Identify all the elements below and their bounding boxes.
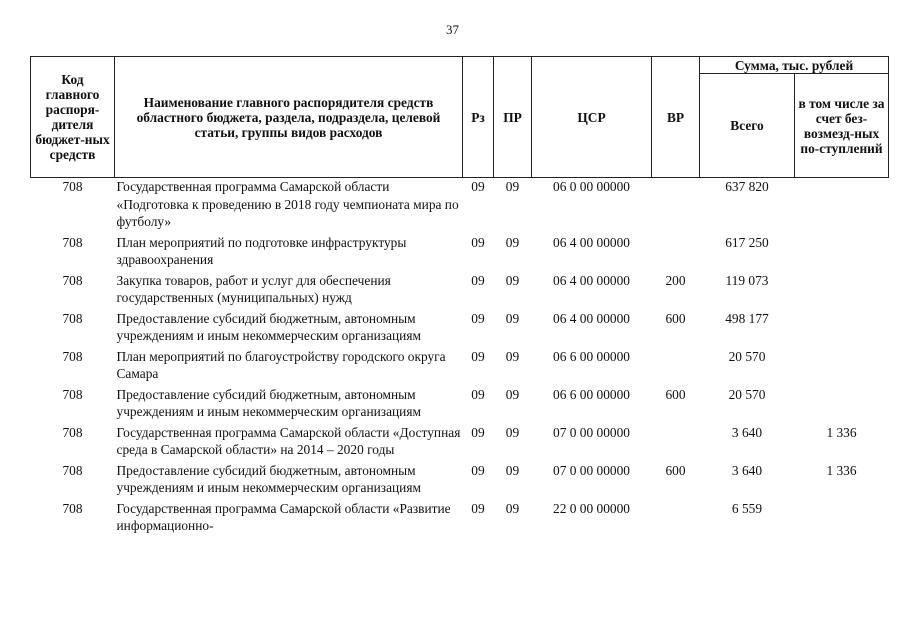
cell-vr [652,178,700,234]
cell-grants [795,272,889,310]
cell-rz: 09 [471,462,485,478]
table-row [31,234,889,272]
cell-name: Государственная программа Самарской области «Развитие информационно- [116,500,451,533]
cell-name: План мероприятий по благоустройству городского округа Самара [116,348,446,381]
cell-grants [795,234,889,272]
cell-csr: 06 6 00 00000 [553,386,630,402]
cell-pr: 09 [505,424,520,440]
cell-code: 708 [62,234,83,250]
cell-total: 119 073 [725,272,769,288]
cell-name: Закупка товаров, работ и услуг для обеспечения государственных (муниципальных) нужд [116,272,391,305]
cell-total: 3 640 [731,424,763,440]
cell-pr: 09 [505,348,520,364]
cell-grants [795,310,889,348]
cell-code: 708 [62,386,83,402]
table-row [31,272,889,310]
table-row [31,178,889,234]
cell-grants [795,386,889,424]
table-row [31,500,889,538]
cell-total: 20 570 [728,386,766,402]
cell-code: 708 [62,179,83,194]
header-csr: ЦСР [532,57,652,178]
cell-csr: 06 4 00 00000 [553,272,630,288]
cell-rz: 09 [471,348,485,364]
cell-grants: 1 336 [826,462,857,478]
cell-code: 708 [62,310,83,326]
cell-pr: 09 [505,310,520,326]
cell-rz: 09 [471,500,485,516]
cell-rz: 09 [471,310,485,326]
cell-vr: 600 [665,386,686,402]
cell-total: 617 250 [725,234,769,250]
cell-total: 6 559 [731,500,763,516]
table-row [31,348,889,386]
cell-total: 637 820 [725,179,769,194]
header-rz: Рз [463,57,494,178]
cell-rz: 09 [471,424,485,440]
header-code: Код главного распоря-дителя бюджет-ных средств [31,57,115,178]
table-header [31,57,889,178]
cell-pr: 09 [505,234,520,250]
table-row [31,424,889,462]
cell-name: Предоставление субсидий бюджетным, автономным учреждениям и иным некоммерческим организациям [116,310,421,343]
cell-vr [652,500,700,538]
cell-pr: 09 [505,462,520,478]
cell-csr: 06 4 00 00000 [553,234,630,250]
cell-code: 708 [62,462,83,478]
cell-total: 498 177 [725,310,769,326]
cell-vr [652,234,700,272]
cell-name: Предоставление субсидий бюджетным, автономным учреждениям и иным некоммерческим организациям [116,462,421,495]
cell-csr: 07 0 00 00000 [553,462,630,478]
cell-code: 708 [62,272,83,288]
header-vr: ВР [652,57,700,178]
header-name: Наименование главного распорядителя средств областного бюджета, раздела, подраздела, целевой статьи, группы видов расходов [115,57,463,178]
cell-vr [652,348,700,386]
cell-csr: 22 0 00 00000 [553,500,630,516]
cell-vr: 200 [665,272,686,288]
cell-vr: 600 [665,462,686,478]
cell-name: Государственная программа Самарской области «Подготовка к проведению в 2018 году чемпионата мира по футболу» [116,179,459,229]
cell-pr: 09 [505,500,520,516]
header-sum-title: Сумма, тыс. рублей [700,57,889,74]
cell-grants [795,178,889,234]
header-grants: в том числе за счет без-возмезд-ных по-ступлений [795,74,889,178]
cell-csr: 06 0 00 00000 [553,179,630,194]
cell-pr: 09 [505,386,520,402]
cell-rz: 09 [471,234,485,250]
cell-name: План мероприятий по подготовке инфраструктуры здравоохранения [116,234,407,267]
table-row [31,462,889,500]
cell-rz: 09 [471,179,485,194]
cell-vr: 600 [665,310,686,326]
cell-rz: 09 [471,272,485,288]
header-pr: ПР [494,57,532,178]
cell-csr: 07 0 00 00000 [553,424,630,440]
cell-grants [795,500,889,538]
cell-name: Государственная программа Самарской области «Доступная среда в Самарской области» на 2014 – 2020 годы [116,424,461,457]
cell-code: 708 [62,424,83,440]
table-body [31,178,889,538]
table-row [31,386,889,424]
cell-rz: 09 [471,386,485,402]
cell-total: 3 640 [731,462,763,478]
page-number: 37 [446,22,459,37]
cell-csr: 06 4 00 00000 [553,310,630,326]
header-total: Всего [700,74,795,178]
cell-total: 20 570 [728,348,766,364]
cell-code: 708 [62,348,83,364]
cell-name: Предоставление субсидий бюджетным, автономным учреждениям и иным некоммерческим организациям [116,386,421,419]
cell-grants [795,348,889,386]
cell-vr [652,424,700,462]
budget-table [30,56,889,538]
table-row [31,310,889,348]
cell-code: 708 [62,500,83,516]
cell-csr: 06 6 00 00000 [553,348,630,364]
cell-pr: 09 [505,272,520,288]
cell-pr: 09 [505,179,520,194]
cell-grants: 1 336 [826,424,857,440]
